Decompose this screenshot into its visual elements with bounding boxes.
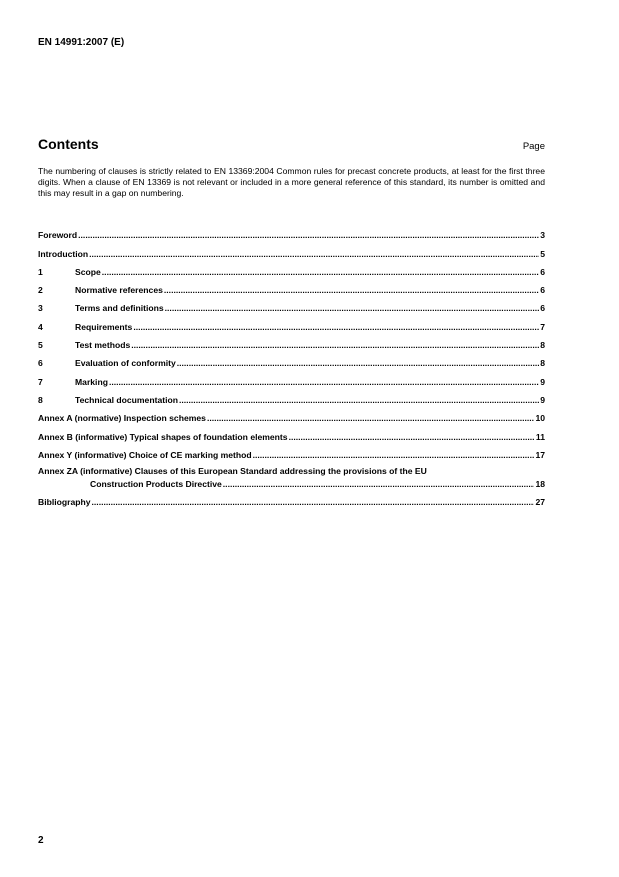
toc-entry-page: 7 xyxy=(540,321,545,332)
toc-leader-dots xyxy=(223,479,535,489)
toc-entry-number: 1 xyxy=(38,266,43,277)
toc-entry-terms-and-definitions[interactable] xyxy=(38,295,545,313)
toc-entry-bibliography[interactable] xyxy=(38,489,545,507)
toc-entry-evaluation-of-conformity[interactable] xyxy=(38,350,545,368)
toc-entry-title: Requirements xyxy=(75,321,133,332)
toc-entry-number: 4 xyxy=(38,321,43,332)
toc-entry-annex-b[interactable] xyxy=(38,423,545,441)
toc-entry-title: Foreword xyxy=(38,230,78,241)
toc-entry-number: 6 xyxy=(38,358,43,369)
toc-entry-title: Marking xyxy=(75,376,108,387)
toc-entry-title: Bibliography xyxy=(38,497,91,508)
page-number: 2 xyxy=(38,835,44,846)
toc-leader-dots xyxy=(164,285,539,295)
toc-leader-dots xyxy=(131,340,539,350)
toc-entry-page: 5 xyxy=(540,248,545,259)
toc-entry-normative-references[interactable] xyxy=(38,277,545,295)
toc-entry-page: 6 xyxy=(540,285,545,296)
toc-entry-title-line1: Annex ZA (informative) Clauses of this European Standard addressing the provisions of the EU xyxy=(38,465,427,476)
toc-entry-page: 9 xyxy=(540,376,545,387)
toc-entry-title-line2: Construction Products Directive xyxy=(90,478,222,489)
toc-entry-title: Test methods xyxy=(75,340,131,351)
toc-entry-title: Technical documentation xyxy=(75,394,178,405)
intro-paragraph: The numbering of clauses is strictly related to EN 13369:2004 Common rules for precast concrete products, at least for the first three digits. When a clause of EN 13369 is not relevant or included in a more general reference of this standard, its number is omitted and this may result in a gap on numbering. xyxy=(38,166,545,199)
toc-entry-annex-y[interactable] xyxy=(38,442,545,460)
toc-entry-requirements[interactable] xyxy=(38,313,545,331)
toc-entry-title: Introduction xyxy=(38,248,89,259)
toc-leader-dots xyxy=(165,303,540,313)
toc-entry-test-methods[interactable] xyxy=(38,332,545,350)
table-of-contents xyxy=(38,222,545,507)
toc-entry-title-line2-row xyxy=(38,477,545,489)
toc-entry-annex-a[interactable] xyxy=(38,405,545,423)
toc-entry-marking[interactable] xyxy=(38,368,545,386)
toc-entry-number: 3 xyxy=(38,303,43,314)
toc-leader-dots xyxy=(78,230,539,240)
contents-title: Contents xyxy=(38,136,99,152)
toc-entry-title: Annex B (informative) Typical shapes of foundation elements xyxy=(38,431,288,442)
toc-entry-page: 6 xyxy=(540,303,545,314)
toc-leader-dots xyxy=(102,267,539,277)
toc-entry-introduction[interactable] xyxy=(38,240,545,258)
toc-leader-dots xyxy=(133,322,539,332)
toc-entry-page: 8 xyxy=(540,340,545,351)
toc-entry-number: 7 xyxy=(38,376,43,387)
toc-leader-dots xyxy=(289,432,535,442)
toc-entry-page: 27 xyxy=(535,497,545,508)
toc-entry-page: 6 xyxy=(540,266,545,277)
toc-entry-number: 5 xyxy=(38,340,43,351)
toc-entry-page: 3 xyxy=(540,230,545,241)
toc-entry-title: Scope xyxy=(75,266,101,277)
toc-entry-title: Annex Y (informative) Choice of CE marking method xyxy=(38,449,252,460)
toc-entry-number: 8 xyxy=(38,394,43,405)
toc-entry-page: 17 xyxy=(535,449,545,460)
toc-entry-title: Normative references xyxy=(75,285,163,296)
document-id: EN 14991:2007 (E) xyxy=(38,37,125,48)
toc-entry-page: 10 xyxy=(535,413,545,424)
toc-entry-page: 8 xyxy=(540,358,545,369)
toc-entry-scope[interactable] xyxy=(38,259,545,277)
toc-leader-dots xyxy=(207,413,534,423)
toc-entry-foreword[interactable] xyxy=(38,222,545,240)
toc-entry-page: 9 xyxy=(540,394,545,405)
toc-entry-page: 11 xyxy=(535,431,545,442)
toc-leader-dots xyxy=(89,249,539,259)
toc-entry-title: Evaluation of conformity xyxy=(75,358,176,369)
toc-entry-number: 2 xyxy=(38,285,43,296)
toc-leader-dots xyxy=(109,377,539,387)
toc-entry-title: Annex A (normative) Inspection schemes xyxy=(38,413,206,424)
toc-leader-dots xyxy=(177,358,539,368)
toc-entry-annex-za[interactable] xyxy=(38,460,545,489)
toc-entry-title: Terms and definitions xyxy=(75,303,164,314)
toc-entry-page: 18 xyxy=(535,478,545,489)
toc-leader-dots xyxy=(179,395,539,405)
page-column-label: Page xyxy=(522,141,545,152)
toc-leader-dots xyxy=(92,497,535,507)
toc-entry-technical-documentation[interactable] xyxy=(38,387,545,405)
contents-header xyxy=(38,136,545,152)
toc-leader-dots xyxy=(253,450,535,460)
